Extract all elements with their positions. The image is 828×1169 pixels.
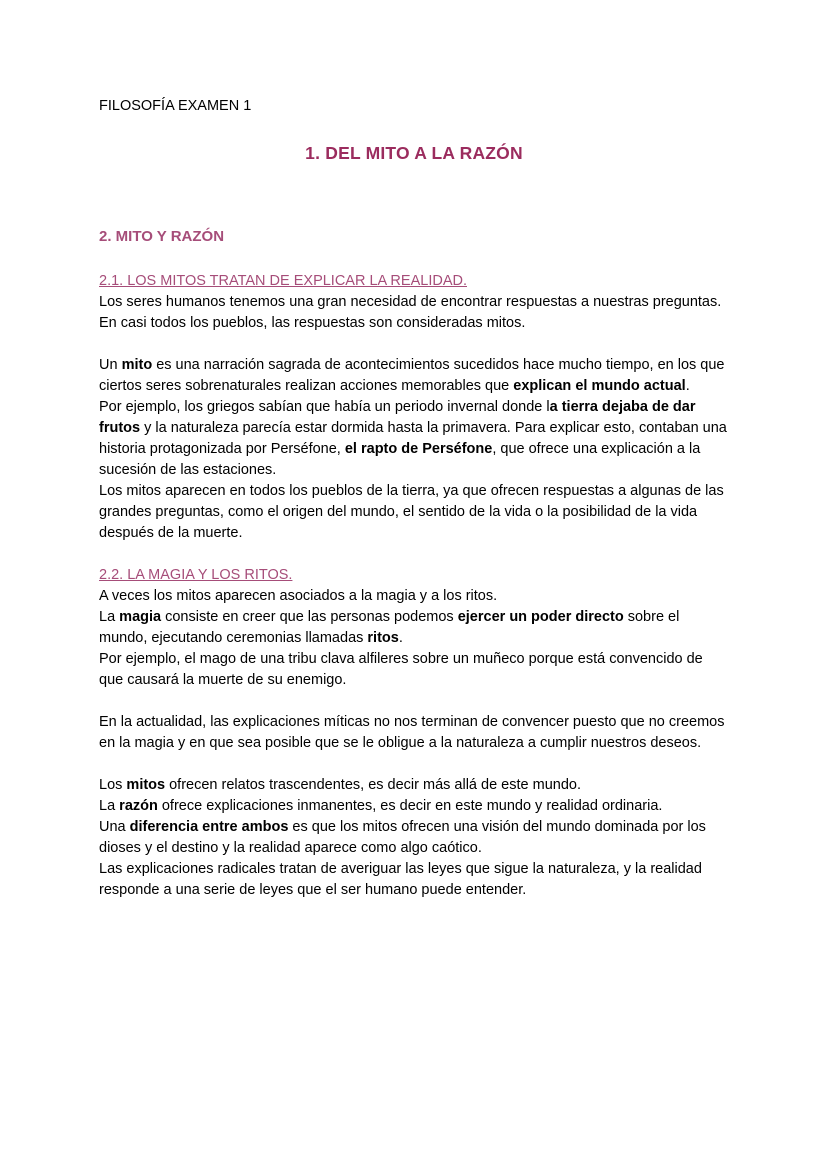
text-run: Los mitos aparecen en todos los pueblos de la tierra, ya que ofrecen respuestas a algunas de las grandes preguntas, como el origen del mundo, el sentido de la vida o la posibilidad de la vida después de la muerte. [99,483,724,541]
text-run: En la actualidad, las explicaciones míticas no nos terminan de convencer puesto que no creemos en la magia y en que sea posible que se le obligue a la naturaleza a cumplir nuestros deseos. [99,714,725,751]
text-run: Por ejemplo, los griegos sabían que había un periodo invernal donde l [99,399,550,415]
text-run: . [685,378,690,394]
paragraph [99,817,729,859]
subsection-heading: 2.1. LOS MITOS TRATAN DE EXPLICAR LA REALIDAD. [99,273,467,289]
text-run: A veces los mitos aparecen asociados a la magia y a los ritos. [99,588,498,604]
text-run: ofrece explicaciones inmanentes, es decir en este mundo y realidad ordinaria. [157,798,663,814]
paragraph [99,355,729,397]
paragraph [99,775,729,796]
paragraph [99,796,729,817]
text-run: Las explicaciones radicales tratan de averiguar las leyes que sigue la naturaleza, y la realidad responde a una serie de leyes que el ser humano puede entender. [99,861,702,898]
paragraph [99,397,729,481]
bold-text-run: magia [119,609,162,625]
document-content [99,226,729,901]
document-title: 1. DEL MITO A LA RAZÓN [305,143,523,163]
blank-line [99,544,729,565]
paragraph [99,712,729,754]
bold-text-run: explican el mundo actual [513,378,686,394]
paragraph [99,292,729,334]
section-heading: 2. MITO Y RAZÓN [99,228,225,245]
paragraph [99,607,729,649]
blank-line [99,754,729,775]
text-run: Una [99,819,130,835]
text-run: Por ejemplo, el mago de una tribu clava alfileres sobre un muñeco porque está convencido de que causará la muerte de su enemigo. [99,651,703,688]
paragraph [99,859,729,901]
text-run: . [398,630,403,646]
text-run: Los seres humanos tenemos una gran necesidad de encontrar respuestas a nuestras preguntas. En casi todos los pueblos, las respuestas son consideradas mitos. [99,294,722,331]
blank-line [99,691,729,712]
bold-text-run: razón [119,798,158,814]
bold-text-run: mitos [126,777,166,793]
text-run: es que los mitos ofrecen una visión del mundo dominada por los dioses y el destino y la realidad aparece como algo caótico. [99,819,706,856]
text-run: sobre el mundo, ejecutando ceremonias llamadas [99,609,680,646]
bold-text-run: mito [121,357,153,373]
paragraph [99,586,729,607]
text-run: La [99,609,120,625]
bold-text-run: diferencia entre ambos [129,819,289,835]
text-run: y la naturaleza parecía estar dormida hasta la primavera. Para explicar esto, contaban una historia protagonizada por Perséfone, [99,420,727,457]
bold-text-run: ejercer un poder directo [457,609,624,625]
text-run: Los [99,777,127,793]
paragraph [99,481,729,544]
document-header-label: FILOSOFÍA EXAMEN 1 [99,98,252,114]
subsection-heading: 2.2. LA MAGIA Y LOS RITOS. [99,567,293,583]
paragraph [99,649,729,691]
bold-text-run: el rapto de Perséfone [344,441,493,457]
text-run: ofrecen relatos trascendentes, es decir más allá de este mundo. [165,777,581,793]
blank-line [99,334,729,355]
text-run: es una narración sagrada de acontecimientos sucedidos hace mucho tiempo, en los que ciertos seres sobrenaturales realizan acciones memorables que [99,357,725,394]
bold-text-run: a tierra dejaba de dar frutos [99,399,696,436]
text-run: La [99,798,120,814]
text-run: consiste en creer que las personas podemos [161,609,458,625]
text-run: Un [99,357,122,373]
bold-text-run: ritos [367,630,399,646]
text-run: , que ofrece una explicación a la sucesión de las estaciones. [99,441,701,478]
